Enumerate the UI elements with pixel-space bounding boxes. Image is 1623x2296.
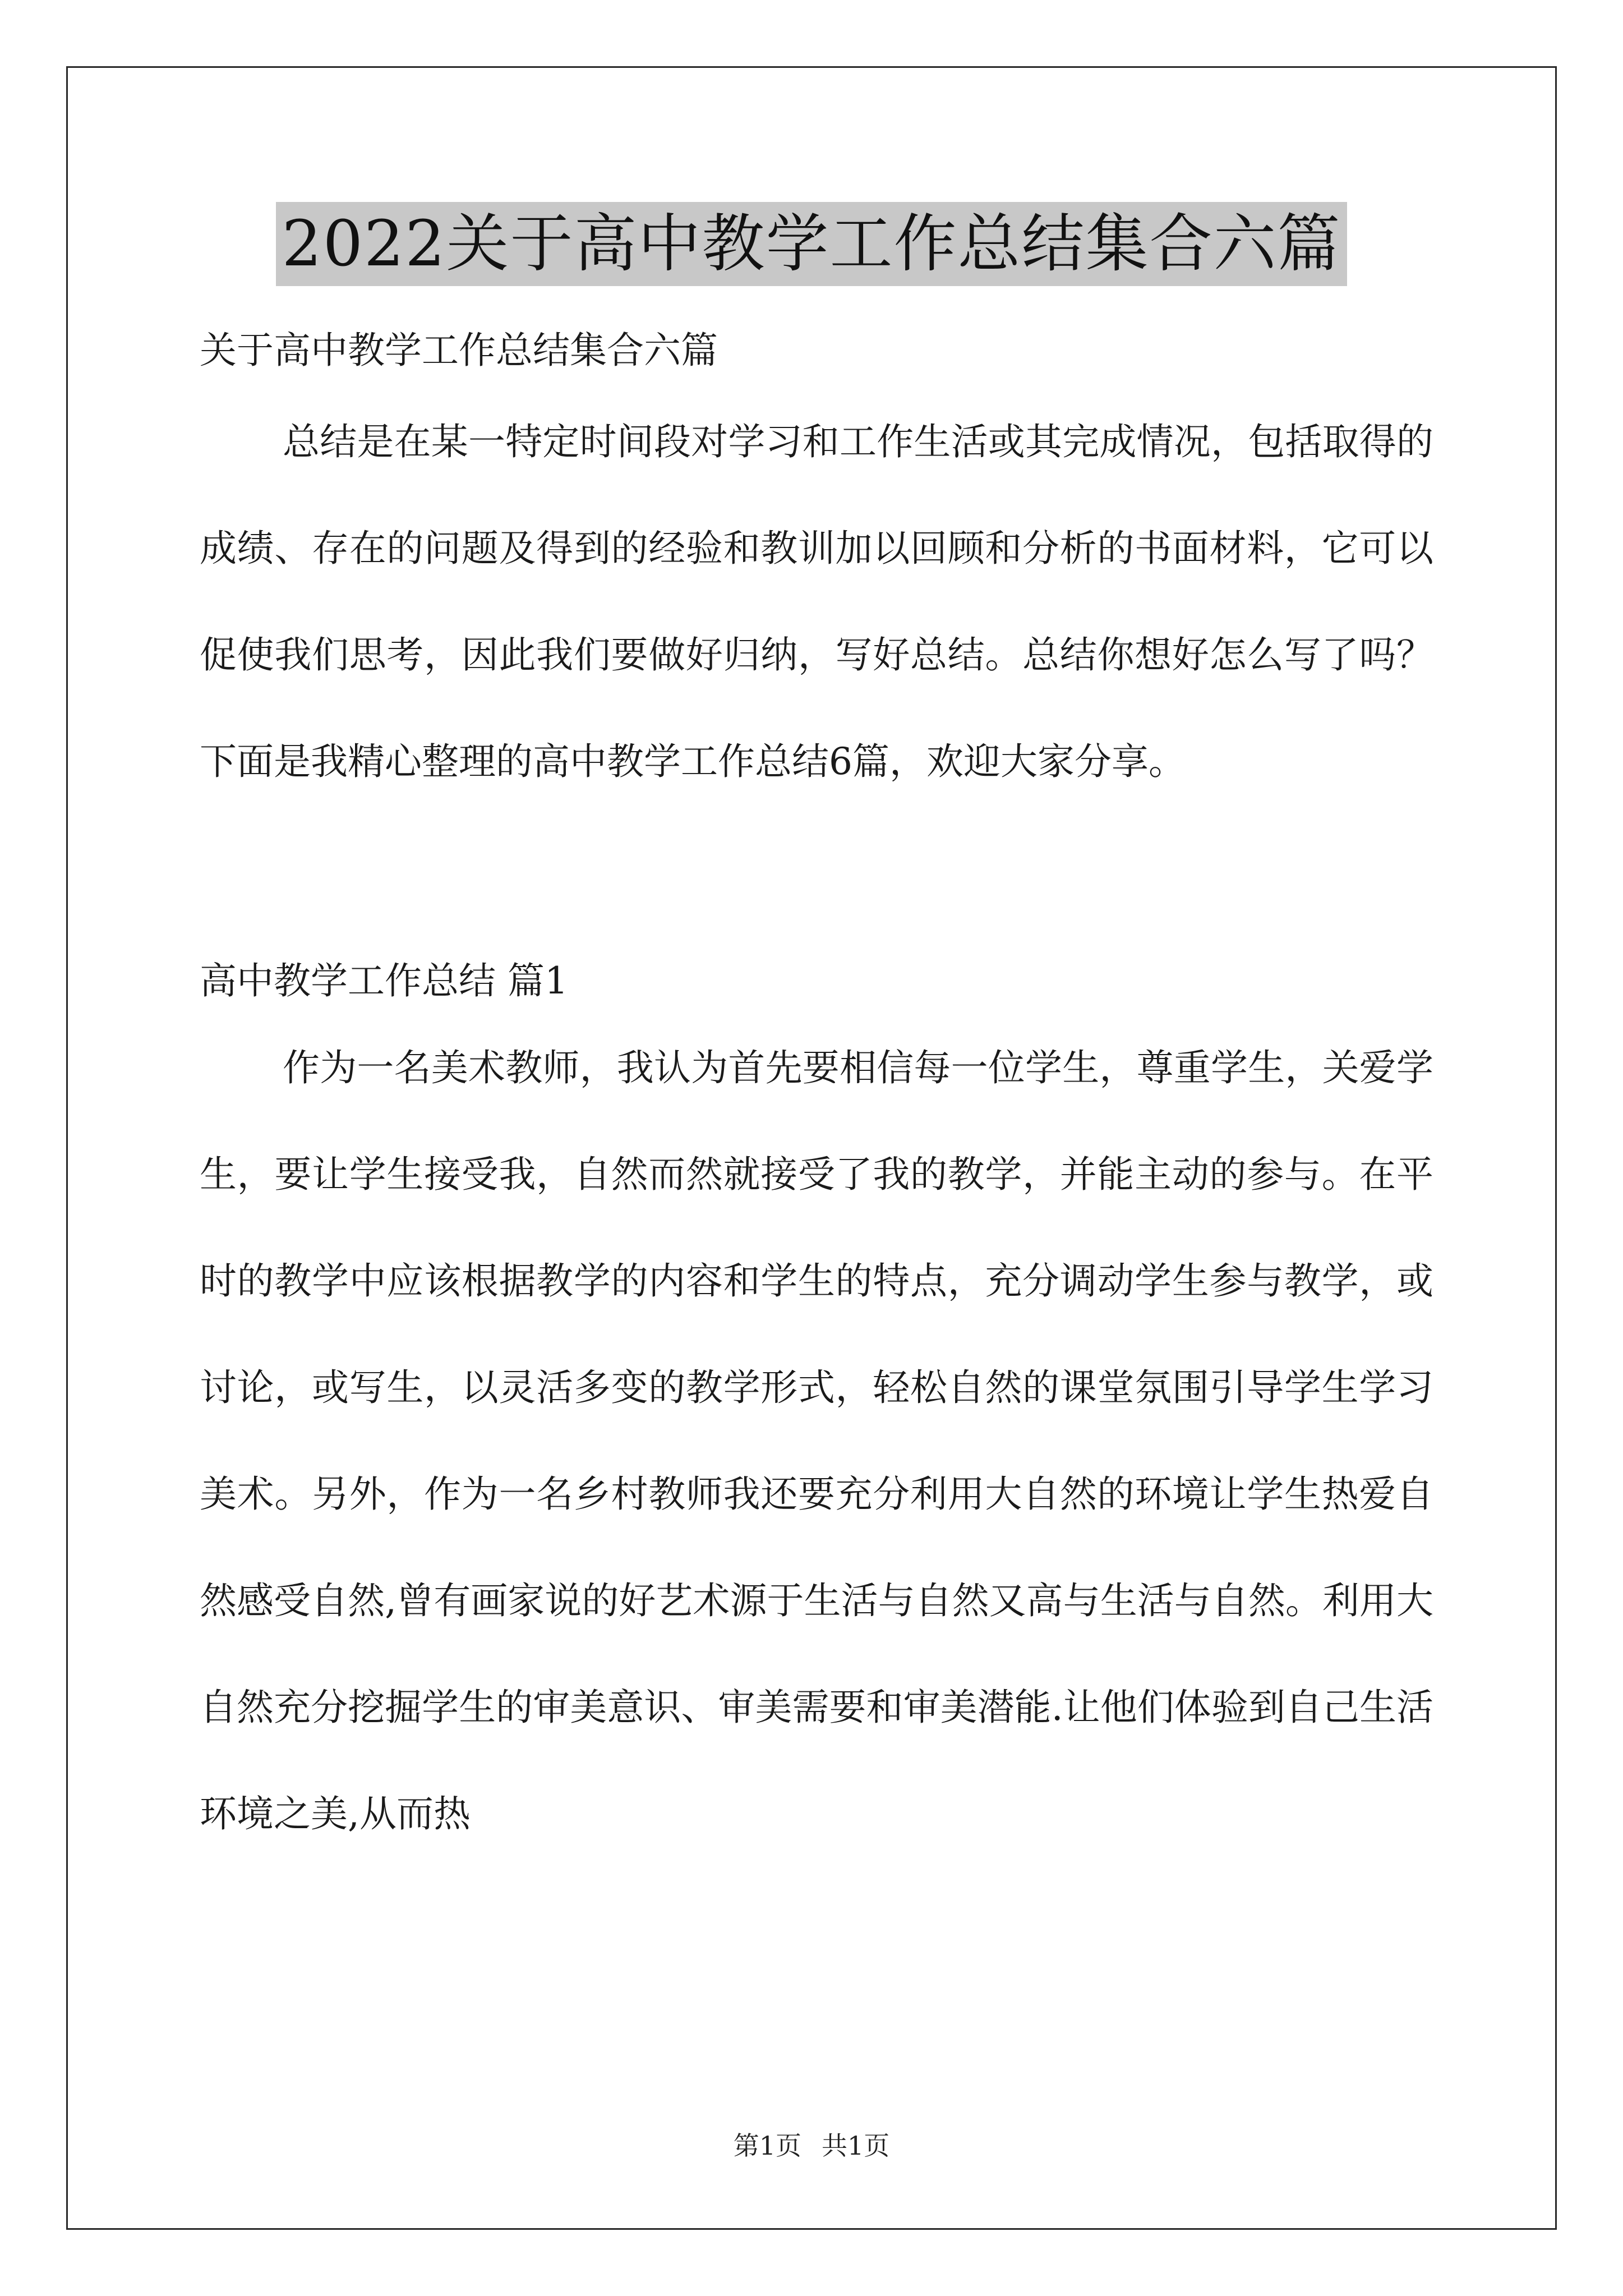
page-number: 第1页 (733, 2131, 801, 2161)
document-body (200, 303, 1433, 1867)
page-footer (0, 2129, 1623, 2162)
document-subtitle: 关于高中教学工作总结集合六篇 (200, 329, 718, 372)
intro-paragraph: 总结是在某一特定时间段对学习和工作生活或其完成情况，包括取得的成绩、存在的问题及得到的经验和教训加以回顾和分析的书面材料，它可以促使我们思考，因此我们要做好归纳，写好总结。总结你想好怎么写了吗？下面是我精心整理的高中教学工作总结6篇，欢迎大家分享。 (200, 420, 1433, 783)
section-heading: 高中教学工作总结 篇1 (200, 959, 568, 1002)
title-container (0, 202, 1623, 286)
document-title: 2022关于高中教学工作总结集合六篇 (276, 202, 1347, 286)
page-total: 共1页 (822, 2131, 890, 2161)
section-paragraph: 作为一名美术教师，我认为首先要相信每一位学生，尊重学生，关爱学生，要让学生接受我，自然而然就接受了我的教学，并能主动的参与。在平时的教学中应该根据教学的内容和学生的特点，充分调动学生参与教学，或讨论，或写生，以灵活多变的教学形式，轻松自然的课堂氛围引导学生学习美术。另外，作为一名乡村教师我还要充分利用大自然的环境让学生热爱自然感受自然,曾有画家说的好艺术源于生活与自然又高与生活与自然。利用大自然充分挖掘学生的审美意识、审美需要和审美潜能.让他们体验到自己生活环境之美,从而热 (200, 1046, 1433, 1835)
